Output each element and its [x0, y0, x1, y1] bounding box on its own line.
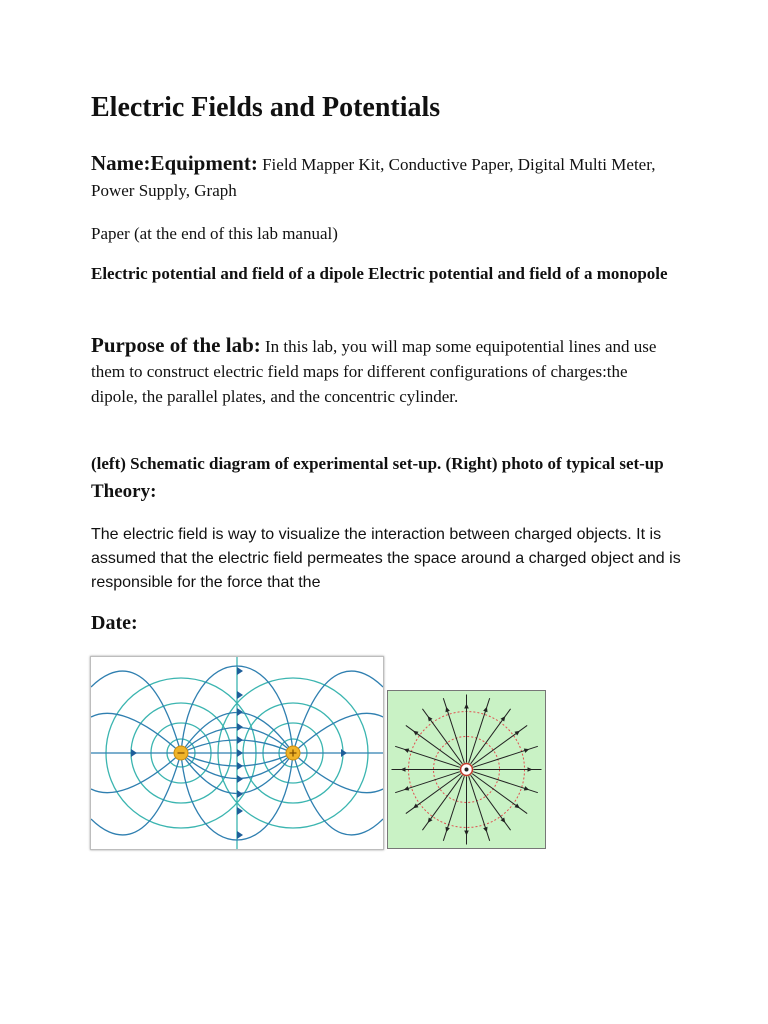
caption-text: (left) Schematic diagram of experimental set-up. (Right) photo of typical set-up — [91, 454, 664, 473]
equipment-label: Equipment: — [150, 151, 258, 175]
field-arrow — [428, 817, 433, 822]
field-arrow — [483, 707, 487, 712]
field-arrow — [464, 831, 469, 836]
field-arrow — [524, 786, 529, 790]
field-arrow — [464, 704, 469, 709]
point-charge-icon — [461, 764, 473, 776]
field-arrow — [428, 716, 433, 721]
equipment-text: Field Mapper Kit, Conductive Paper, Digital Multi Meter, Power Supply, Graph — [91, 155, 656, 200]
field-arrow — [524, 748, 529, 752]
monopole-field-diagram — [388, 691, 545, 848]
field-arrow — [404, 748, 409, 752]
purpose-label: Purpose of the lab: — [91, 333, 261, 357]
field-arrow — [413, 803, 418, 808]
field-arrow — [514, 731, 519, 736]
date-label: Date: — [91, 612, 138, 634]
dipole-field-figure — [90, 656, 384, 850]
field-arrow — [445, 707, 449, 712]
monopole-field-figure — [387, 690, 546, 849]
field-arrow — [401, 767, 406, 772]
theory-paragraph: The electric field is way to visualize the interaction between charged objects. It is assumed that the electric field permeates the space around a charged object and is responsible for the force that the — [91, 526, 681, 591]
name-equipment-paragraph — [91, 150, 691, 204]
dipole-field-diagram — [91, 657, 383, 849]
positive-charge-icon — [174, 746, 188, 760]
paper-line: Paper (at the end of this lab manual) — [91, 224, 338, 243]
page-title: Electric Fields and Potentials — [91, 92, 441, 123]
field-arrow — [514, 803, 519, 808]
purpose-paragraph — [91, 333, 671, 409]
name-label: Name: — [91, 151, 151, 175]
field-arrow — [500, 817, 505, 822]
negative-charge-icon — [286, 746, 300, 760]
field-arrow — [483, 827, 487, 832]
purpose-text: In this lab, you will map some equipotential lines and use them to construct electric field maps for different configurations of charges:the dipole, the parallel plates, and the concentric cylinder. — [91, 337, 657, 406]
field-arrow — [500, 716, 505, 721]
field-arrow — [445, 827, 449, 832]
caption-paragraph — [91, 450, 671, 506]
field-arrow — [404, 786, 409, 790]
field-arrow — [413, 731, 418, 736]
field-arrow — [528, 767, 533, 772]
theory-label: Theory: — [91, 481, 157, 502]
potential-heading: Electric potential and field of a dipole Electric potential and field of a monopole — [91, 264, 668, 283]
